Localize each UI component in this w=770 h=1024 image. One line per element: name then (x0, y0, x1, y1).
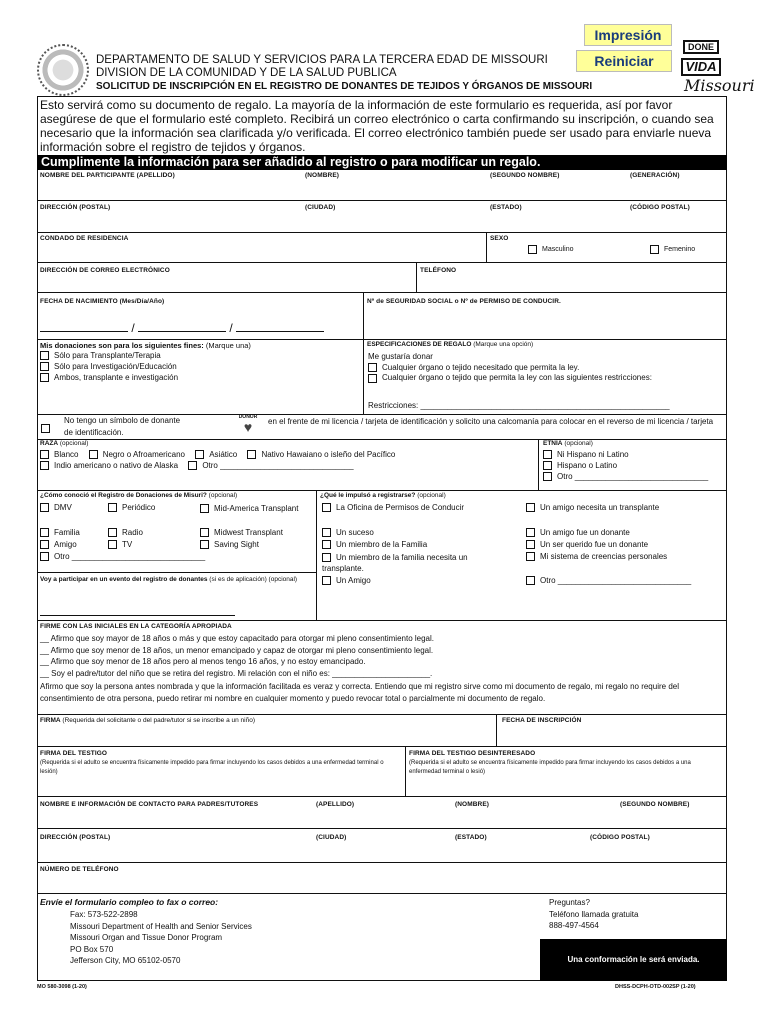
how-newspaper[interactable]: Periódico (108, 503, 155, 512)
sign-title: FIRME CON LAS INICIALES EN LA CATEGORÍA APROPIADA (40, 623, 232, 630)
race-native[interactable]: Indio americano o nativo de Alaska (40, 461, 178, 470)
race-hawaiian[interactable]: Nativo Hawaiano o isleño del Pacífico (247, 450, 395, 459)
form-code-left: MO 580-3098 (1-20) (37, 984, 87, 990)
division-title: DIVISION DE LA COMUNIDAD Y DE LA SALUD PUBLICA (96, 67, 397, 79)
witness2-label: FIRMA DEL TESTIGO DESINTERESADO (409, 750, 536, 757)
city-label: (CIUDAD) (305, 204, 336, 211)
print-button[interactable]: Impresión (584, 24, 672, 46)
donor-symbol-text1: No tengo un símbolo de donante (64, 416, 181, 425)
ethnicity-title: ETNIA (543, 440, 563, 447)
why-friend[interactable]: Un Amigo (322, 576, 371, 585)
event-title: Voy a participar en un evento del registro de donantes (40, 576, 208, 583)
send-title: Envíe el formulario compleo to fax o correo: (40, 897, 219, 907)
address-label: DIRECCIÓN (POSTAL) (40, 204, 111, 211)
how-midwest[interactable]: Midwest Transplant (200, 528, 283, 537)
donor-heart-icon: DONOR ♥ (238, 414, 258, 435)
parent-state-label: (ESTADO) (455, 834, 487, 841)
parent-middle-label: (SEGUNDO NOMBRE) (620, 801, 690, 808)
address-line3: PO Box 570 (70, 944, 114, 954)
reset-button[interactable]: Reiniciar (576, 50, 672, 72)
intro-text: Esto servirá como su documento de regalo. La mayoría de la información de este formulario es requerida, así por favor asegúrese de que el formulario esté completo. Recibirá un correo electrónico o carta confirmando su inscripción, o cuando sea necesario que la información sea clarificada y/o verificada. El correo electrónico también puede ser usado para enviarle nueva información sobre el registro de tejidos y órganos. (40, 98, 714, 154)
email-label: DIRECCIÓN DE CORREO ELECTRÓNICO (40, 267, 170, 274)
race-asian[interactable]: Asiático (195, 450, 237, 459)
county-label: CONDADO DE RESIDENCIA (40, 235, 129, 242)
specs-option-any[interactable]: Cualquier órgano o tejido necesitado que permita la ley. (368, 363, 652, 372)
form-code-right: DHSS-DCPH-OTD-002SP (1-20) (615, 984, 696, 990)
specs-option-restricted[interactable]: Cualquier órgano o tejido que permita la ley con las siguientes restricciones: (368, 373, 652, 382)
parent-city-label: (CIUDAD) (316, 834, 347, 841)
why-title: ¿Qué le impulsó a registrarse? (320, 492, 416, 499)
parent-zip-label: (CÓDIGO POSTAL) (590, 834, 650, 841)
sign-emancipated[interactable]: __ Afirmo que soy menor de 18 años, un menor emancipado y capaz de otorgar mi pleno consentimiento legal. (40, 645, 434, 655)
middle-name-label: (SEGUNDO NOMBRE) (490, 172, 560, 179)
ethnicity-other[interactable]: Otro ______________________________ (543, 472, 708, 481)
parent-first-label: (NOMBRE) (455, 801, 490, 808)
witness2-hint: (Requerida si el adulto se encuentra físicamente impedido para firmar incluyendo los casos debidos a una enfermedad terminal o lesió) (409, 760, 691, 775)
why-friend-needs[interactable]: Un amigo necesita un transplante (526, 503, 659, 512)
sign-minor[interactable]: __ Afirmo que soy menor de 18 años pero al menos tengo 16 años, y no estoy emancipado. (40, 657, 366, 666)
donations-title: Mis donaciones son para los siguientes fines: (40, 341, 204, 350)
race-black[interactable]: Negro o Afroamericano (89, 450, 185, 459)
event-input[interactable] (40, 604, 235, 616)
birthdate-input[interactable]: / / (40, 320, 325, 334)
how-family[interactable]: Familia (40, 528, 80, 537)
tollfree-label: Teléfono llamada gratuita (549, 909, 639, 919)
why-family[interactable]: Un miembro de la Familia (322, 540, 427, 549)
why-dmv[interactable]: La Oficina de Permisos de Conducir (322, 503, 464, 512)
donation-option-research[interactable]: Sólo para Investigación/Educación (40, 362, 178, 371)
ethnicity-non-hispanic[interactable]: Ni Hispano ni Latino (543, 450, 708, 459)
state-label: (ESTADO) (490, 204, 522, 211)
how-title: ¿Cómo conoció el Registro de Donaciones de Misuri? (40, 492, 207, 499)
donor-symbol-text2: en el frente de mi licencia / tarjeta de identificación y solicito una calcomanía para colocar en el reverso de mi licencia / tarjeta de identificación. (64, 417, 714, 437)
section-banner: Cumplimente la información para ser añadido al registro o para modificar un regalo. (37, 155, 727, 170)
done-vida-logo: DONE VIDA Missouri (680, 40, 744, 98)
address-line1: Missouri Department of Health and Senior Services (70, 921, 252, 931)
how-saving-sight[interactable]: Saving Sight (200, 540, 259, 549)
specs-title: ESPECIFICACIONES DE REGALO (367, 341, 472, 348)
race-title: RAZA (40, 440, 59, 447)
last-name-label: NOMBRE DEL PARTICIPANTE (APELLIDO) (40, 172, 175, 179)
ssn-label: Nº de SEGURIDAD SOCIAL o Nº de PERMISO DE CONDUCIR. (367, 298, 561, 305)
questions-label: Preguntas? (549, 898, 590, 907)
male-checkbox[interactable]: Masculino (528, 244, 574, 254)
donation-option-transplant[interactable]: Sólo para Transplante/Terapia (40, 351, 178, 360)
how-radio[interactable]: Radio (108, 528, 143, 537)
zip-label: (CÓDIGO POSTAL) (630, 204, 690, 211)
sex-label: SEXO (490, 235, 509, 242)
sign-adult[interactable]: __ Afirmo que soy mayor de 18 años o más y que estoy capacitado para otorgar mi pleno consentimiento legal. (40, 634, 435, 643)
parent-last-label: (APELLIDO) (316, 801, 355, 808)
last-name-input[interactable] (40, 182, 300, 198)
phone-label: TELÉFONO (420, 267, 457, 274)
why-friend-donor[interactable]: Un amigo fue un donante (526, 528, 630, 537)
how-mid-america[interactable]: Mid-America Transplant (200, 503, 300, 514)
donation-option-both[interactable]: Ambos, transplante e investigación (40, 373, 178, 382)
address-line2: Missouri Organ and Tissue Donor Program (70, 933, 223, 942)
sign-parent[interactable]: __ Soy el padre/tutor del niño que se retira del registro. Mi relación con el niño es: ______________________. (40, 668, 433, 678)
specs-lead: Me gustaría donar (368, 352, 433, 361)
form-title: SOLICITUD DE INSCRIPCIÓN EN EL REGISTRO DE DONANTES DE TEJIDOS Y ÓRGANOS DE MISSOURI (96, 81, 593, 92)
first-name-label: (NOMBRE) (305, 172, 340, 179)
why-other[interactable]: Otro ______________________________ (526, 576, 691, 585)
department-title: DEPARTAMENTO DE SALUD Y SERVICIOS PARA LA TERCERA EDAD DE MISSOURI (96, 54, 548, 66)
why-beliefs[interactable]: Mi sistema de creencias personales (526, 552, 667, 561)
restrictions-input[interactable]: Restricciones: ________________________________________________________ (368, 401, 670, 410)
how-friend[interactable]: Amigo (40, 540, 77, 549)
address-line4: Jefferson City, MO 65102-0570 (70, 956, 181, 965)
how-tv[interactable]: TV (108, 540, 132, 549)
tollfree-number: 888-497-4564 (549, 921, 599, 930)
generation-label: (GENERACIÓN) (630, 172, 680, 179)
female-checkbox[interactable]: Femenino (650, 244, 695, 254)
race-white[interactable]: Blanco (40, 450, 78, 459)
race-other[interactable]: Otro ______________________________ (188, 461, 353, 470)
birthdate-label: FECHA DE NACIMIENTO (Mes/Día/Año) (40, 298, 165, 305)
affirmation-text: Afirmo que soy la persona antes nombrada y que la información facilitada es veraz y correcta. Entiendo que mi registro sirve como mi documento de regalo, mi regalo no require del consentimiento de otra persona, puedo retirar mi nombre en cualquier momento y puedo revocar total o parcialmente mi documento de regalo. (40, 682, 679, 703)
witness-label: FIRMA DEL TESTIGO (40, 750, 108, 757)
donor-symbol-checkbox[interactable] (41, 420, 55, 438)
registration-date-label: FECHA DE INSCRIPCIÓN (502, 717, 582, 724)
why-event[interactable]: Un suceso (322, 528, 374, 537)
why-family-needs[interactable]: Un miembro de la familia necesita un transplante. (322, 553, 468, 573)
parent-phone-label: NÚMERO DE TELÉFONO (40, 866, 119, 873)
confirmation-banner: Una conformación le será enviada. (540, 939, 727, 981)
how-dmv[interactable]: DMV (40, 503, 72, 512)
ethnicity-hispanic[interactable]: Hispano o Latino (543, 461, 708, 470)
parent-address-label: DIRECCIÓN (POSTAL) (40, 834, 111, 841)
how-other[interactable]: Otro ______________________________ (40, 552, 205, 561)
signature-label: FIRMA (40, 717, 61, 724)
fax-number: Fax: 573-522-2898 (70, 910, 138, 919)
witness-hint: (Requerida si el adulto se encuentra físicamente impedido para firmar incluyendo los casos debidos a una enfermedad terminal o lesión) (40, 760, 384, 775)
parent-name-label: NOMBRE E INFORMACIÓN DE CONTACTO PARA PADRES/TUTORES (40, 801, 259, 808)
state-seal (37, 44, 89, 96)
why-loved-donor[interactable]: Un ser querido fue un donante (526, 540, 648, 549)
